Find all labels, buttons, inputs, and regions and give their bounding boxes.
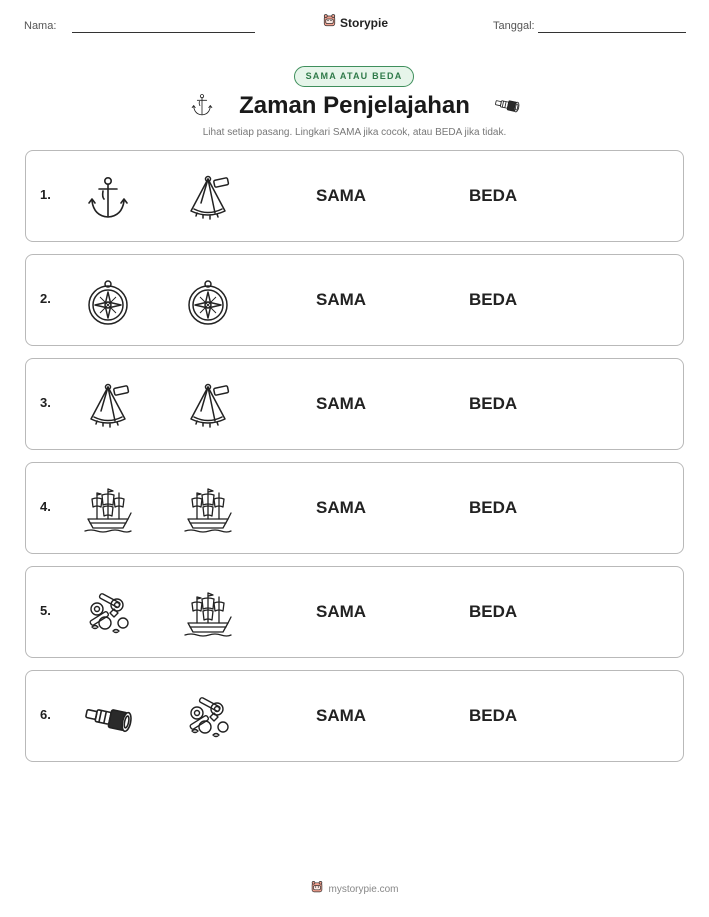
sailing-ship-icon xyxy=(183,589,233,639)
storypie-mascot-icon xyxy=(322,13,337,33)
question-row xyxy=(25,254,684,346)
brand-name: Storypie xyxy=(340,16,389,30)
name-field-line[interactable] xyxy=(72,32,255,33)
instructions: Lihat setiap pasang. Lingkari SAMA jika cocok, atau BEDA jika tidak. xyxy=(202,127,507,138)
spyglass-icon xyxy=(83,693,133,743)
different-option[interactable]: BEDA xyxy=(469,186,518,205)
compass-icon xyxy=(183,277,233,327)
question-number: 4. xyxy=(40,499,51,514)
same-option[interactable]: SAMA xyxy=(316,186,367,205)
spices-icon xyxy=(183,693,233,743)
question-number: 3. xyxy=(40,395,51,410)
sailing-ship-icon xyxy=(183,485,233,535)
anchor-icon xyxy=(83,173,133,223)
footer-site: mystorypie.com xyxy=(328,884,399,895)
name-label: Nama: xyxy=(24,20,57,32)
date-label: Tanggal: xyxy=(493,20,535,32)
question-row xyxy=(25,462,684,554)
question-row xyxy=(25,670,684,762)
different-option[interactable]: BEDA xyxy=(469,498,518,517)
question-row xyxy=(25,358,684,450)
storypie-mascot-icon xyxy=(310,880,324,899)
sextant-icon xyxy=(183,381,233,431)
same-option[interactable]: SAMA xyxy=(316,602,367,621)
different-option[interactable]: BEDA xyxy=(469,290,518,309)
sextant-icon xyxy=(183,173,233,223)
spices-icon xyxy=(83,589,133,639)
date-field-line[interactable] xyxy=(538,32,686,33)
different-option[interactable]: BEDA xyxy=(469,394,518,413)
question-number: 6. xyxy=(40,707,51,722)
sextant-icon xyxy=(83,381,133,431)
page-title: Zaman Penjelajahan xyxy=(239,92,470,119)
question-number: 2. xyxy=(40,291,51,306)
spyglass-icon xyxy=(492,92,522,123)
brand-logo xyxy=(322,13,388,33)
question-row xyxy=(25,566,684,658)
question-number: 5. xyxy=(40,603,51,618)
question-number: 1. xyxy=(40,187,51,202)
same-option[interactable]: SAMA xyxy=(316,394,367,413)
question-row xyxy=(25,150,684,242)
footer xyxy=(0,880,709,899)
compass-icon xyxy=(83,277,133,327)
worksheet-badge: SAMA ATAU BEDA xyxy=(294,66,414,87)
different-option[interactable]: BEDA xyxy=(469,602,518,621)
same-option[interactable]: SAMA xyxy=(316,498,367,517)
sailing-ship-icon xyxy=(83,485,133,535)
different-option[interactable]: BEDA xyxy=(469,706,518,725)
same-option[interactable]: SAMA xyxy=(316,290,367,309)
same-option[interactable]: SAMA xyxy=(316,706,367,725)
